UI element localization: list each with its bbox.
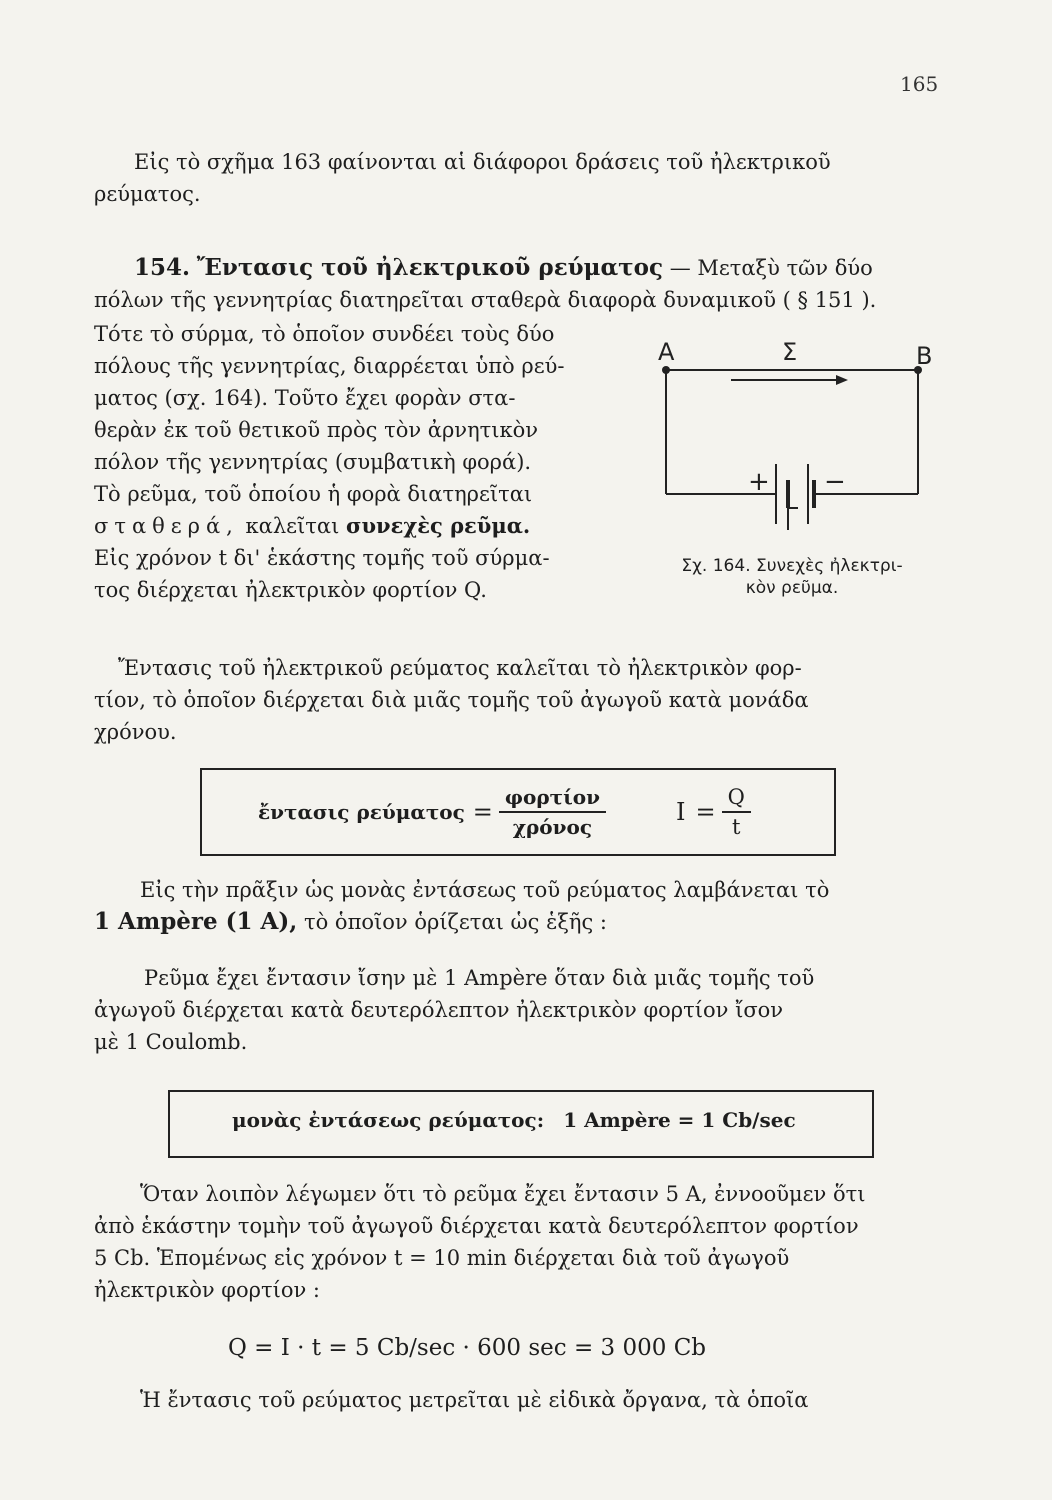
unit-paragraph	[94, 874, 954, 938]
text-line: ἀπὸ ἑκάστην τομὴν τοῦ ἀγωγοῦ διέρχεται κατὰ δευτερόλεπτον φορτίον	[94, 1214, 859, 1238]
section-heading	[134, 252, 954, 284]
text-line: τος διέρχεται ἠλεκτρικὸν φορτίον Q.	[94, 578, 487, 602]
formula-left	[258, 782, 612, 842]
last-paragraph	[140, 1384, 960, 1416]
minus-sign: −	[824, 467, 846, 497]
caption-line: κὸν ρεῦμα.	[745, 578, 839, 598]
plus-sign: +	[748, 467, 770, 497]
section-text: Μεταξὺ τῶν δύο	[697, 256, 873, 280]
unit-formula	[232, 1108, 796, 1132]
formula-label: μονὰς ἐντάσεως ρεύματος:	[232, 1108, 545, 1132]
arrow-head	[836, 375, 848, 385]
text-line: ἠλεκτρικὸν φορτίον :	[94, 1278, 321, 1302]
text-line: Ἡ ἔντασις τοῦ ρεύματος μετρεῖται μὲ εἰδικὰ ὄργανα, τὰ ὁποῖα	[140, 1388, 809, 1412]
text-line: ρεύματος.	[94, 182, 201, 206]
text-line: Ρεῦμα ἔχει ἔντασιν ἴσην μὲ 1 Ampère ὅταν διὰ μιᾶς τομῆς τοῦ	[144, 966, 815, 990]
section-body	[94, 318, 634, 606]
unit-formula-box	[168, 1090, 874, 1158]
caption-line: Σχ. 164. Συνεχὲς ἠλεκτρι-	[681, 556, 903, 576]
ampere-definition	[94, 962, 954, 1058]
text-line: τίον, τὸ ὁποῖον διέρχεται διὰ μιᾶς τομῆς τοῦ ἀγωγοῦ κατὰ μονάδα	[94, 688, 809, 712]
text-line: Εἰς τὸ σχῆμα 163 φαίνονται αἱ διάφοροι δράσεις τοῦ ἠλεκτρικοῦ	[134, 150, 831, 174]
formula-value: 1 Ampère = 1 Cb/sec	[563, 1108, 796, 1132]
numerator: φορτίον	[499, 785, 606, 813]
text-line: Εἰς τὴν πρᾶξιν ὡς μονὰς ἐντάσεως τοῦ ρεύματος λαμβάνεται τὸ	[140, 878, 830, 902]
figure-caption	[632, 555, 952, 599]
formula-right	[676, 782, 757, 842]
text-line: πόλον τῆς γεννητρίας (συμβατικὴ φορά).	[94, 450, 532, 474]
word: τὸ ὁποῖον ὁρίζεται ὡς ἑξῆς :	[303, 910, 608, 934]
section-line	[94, 284, 954, 316]
word: καλεῖται	[245, 514, 340, 538]
denominator: t	[731, 815, 741, 839]
section-number: 154.	[134, 254, 191, 281]
section-dash: —	[669, 256, 691, 280]
label-sigma: Σ	[782, 338, 798, 366]
text-line: Εἰς χρόνον t δι' ἑκάστης τομῆς τοῦ σύρμα-	[94, 546, 550, 570]
text-line	[94, 510, 634, 542]
label-b: B	[916, 342, 933, 370]
fraction	[499, 785, 606, 839]
current-formula-box	[200, 768, 836, 856]
symbol-i: I	[676, 798, 686, 826]
section-title: Ἔντασις τοῦ ἠλεκτρικοῦ ρεύματος	[196, 254, 663, 281]
text-line: χρόνου.	[94, 720, 177, 744]
label-a: A	[658, 338, 675, 366]
intro-paragraph	[94, 146, 944, 210]
text-line: Τὸ ρεῦμα, τοῦ ὁποίου ἡ φορὰ διατηρεῖται	[94, 482, 533, 506]
formula-label: ἔντασις ρεύματος	[258, 800, 465, 824]
charge-equation: Q = I · t = 5 Cb/sec · 600 sec = 3 000 Cb	[228, 1335, 707, 1361]
text-line: 5 Cb. Ἑπομένως εἰς χρόνον t = 10 min διέρχεται διὰ τοῦ ἀγωγοῦ	[94, 1246, 790, 1270]
text-line: μὲ 1 Coulomb.	[94, 1030, 248, 1054]
fraction	[722, 785, 751, 839]
term-synexes: συνεχὲς ρεῦμα.	[346, 513, 531, 538]
page-number: 165	[900, 72, 939, 96]
text-line: πόλων τῆς γεννητρίας διατηρεῖται σταθερὰ διαφορὰ δυναμικοῦ ( § 151 ).	[94, 288, 877, 312]
definition-paragraph	[94, 652, 954, 748]
numerator: Q	[722, 785, 751, 813]
equals-sign: =	[472, 798, 493, 826]
text-line: θερὰν ἐκ τοῦ θετικοῦ πρὸς τὸν ἀρνητικὸν	[94, 418, 539, 442]
text-line	[94, 906, 954, 938]
text-line: Ἔντασις τοῦ ἠλεκτρικοῦ ρεύματος καλεῖται τὸ ἠλεκτρικὸν φορ-	[118, 656, 802, 680]
equals-sign: =	[695, 798, 716, 826]
text-line: ματος (σχ. 164). Τοῦτο ἔχει φορὰν στα-	[94, 386, 516, 410]
text-line: Ὅταν λοιπὸν λέγωμεν ὅτι τὸ ρεῦμα ἔχει ἔντασιν 5 A, ἐννοοῦμεν ὅτι	[140, 1182, 866, 1206]
text-line: Τότε τὸ σύρμα, τὸ ὁποῖον συνδέει τοὺς δύο	[94, 322, 555, 346]
spaced-word: σταθερά,	[94, 514, 239, 538]
circuit-diagram	[636, 332, 946, 552]
text-line: ἀγωγοῦ διέρχεται κατὰ δευτερόλεπτον ἠλεκτρικὸν φορτίον ἴσον	[94, 998, 784, 1022]
ampere-term: 1 Ampère (1 A),	[94, 908, 298, 935]
example-paragraph	[94, 1178, 954, 1306]
text-line: πόλους τῆς γεννητρίας, διαρρέεται ὑπὸ ρεύ-	[94, 354, 565, 378]
denominator: χρόνος	[512, 815, 593, 839]
